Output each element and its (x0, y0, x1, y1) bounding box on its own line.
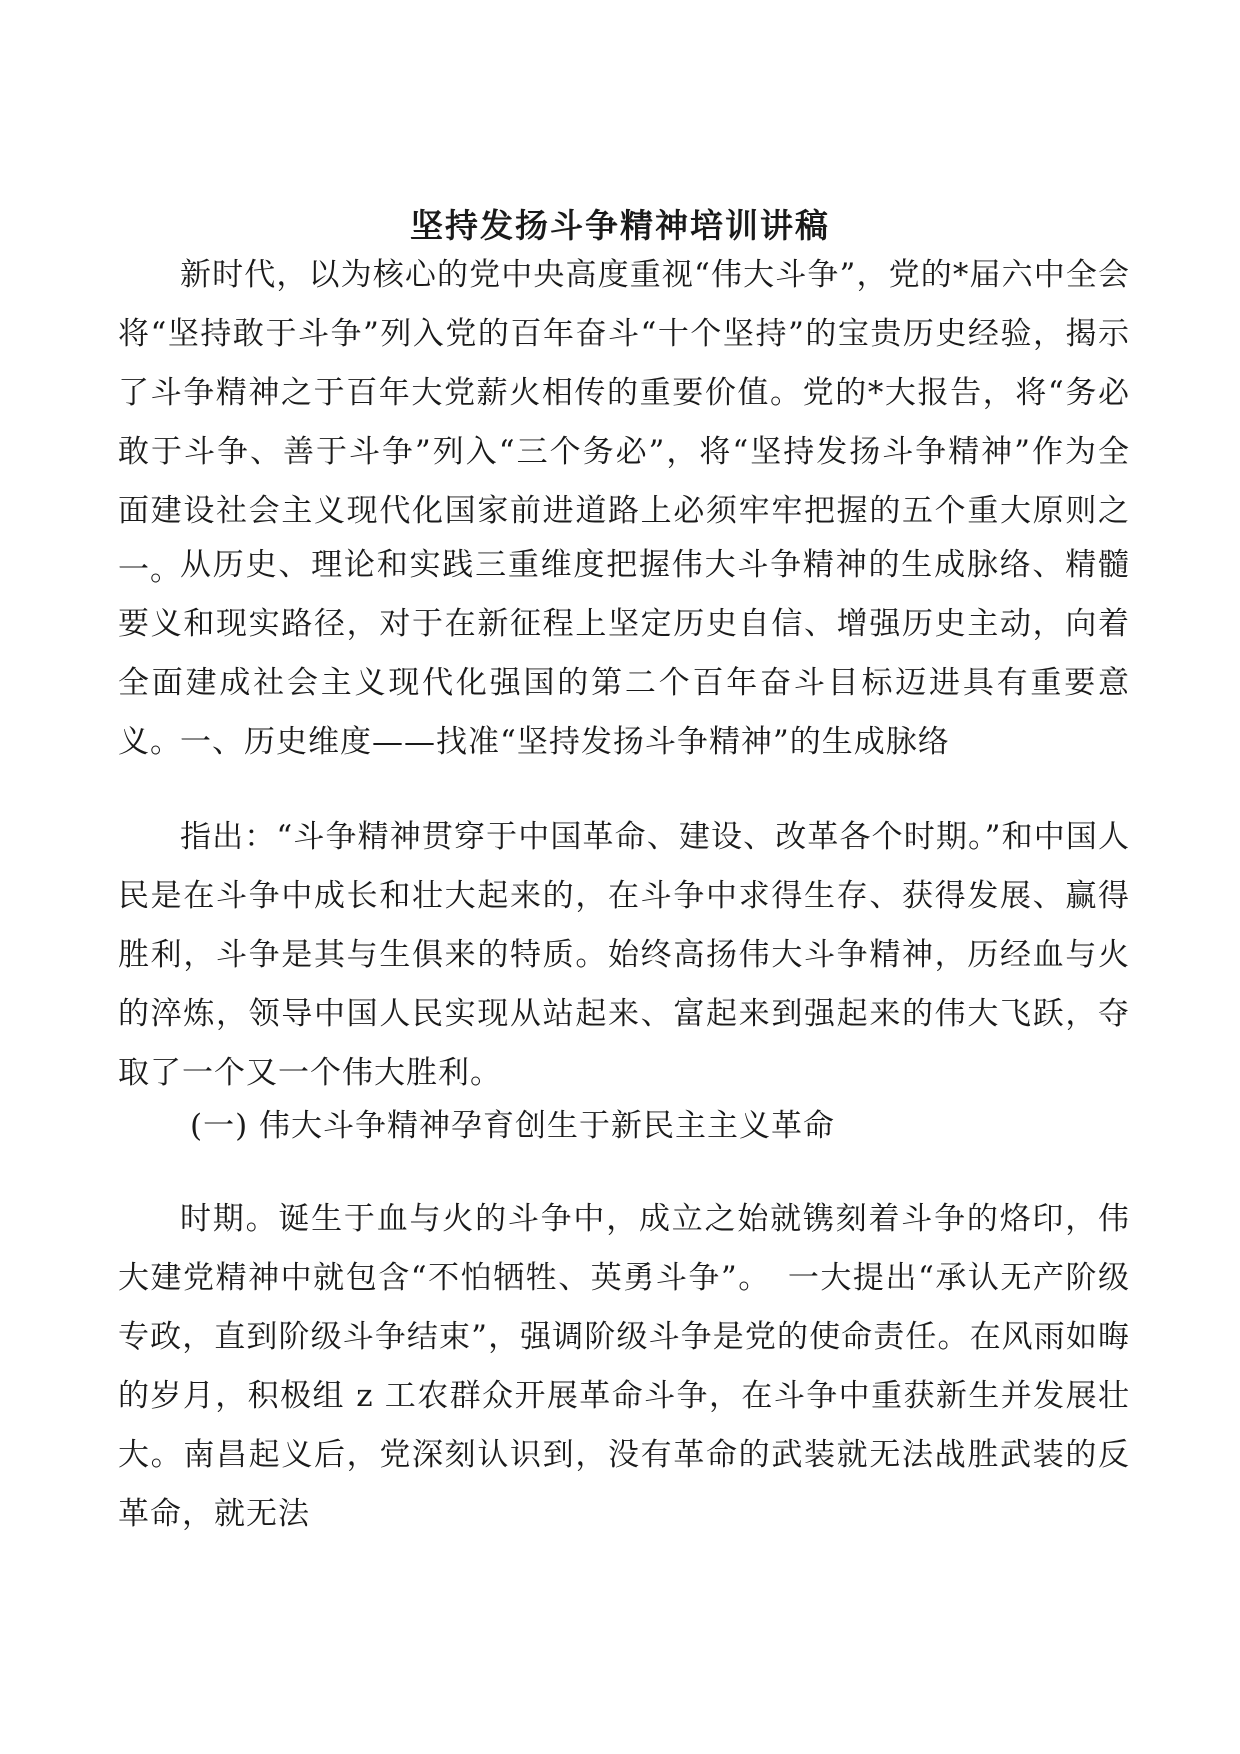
paragraph-revolution-period: 时期。诞生于血与火的斗争中，成立之始就镌刻着斗争的烙印，伟大建党精神中就包含“不怕牺牲、英勇斗争”。 一大提出“承认无产阶级专政，直到阶级斗争结束”，强调阶级斗争是党的使命责任。在风雨如晦的岁月，积极组 z 工农群众开展革命斗争，在斗争中重获新生并发展壮大。南昌起义后，党深刻认识到，没有革命的武装就无法战胜武装的反革命，就无法 (118, 1201, 1130, 1532)
paragraph-significance: 从历史、理论和实践三重维度把握伟大斗争精神的生成脉络、精髓要义和现实路径，对于在新征程上坚定历史自信、增强历史主动，向着全面建成社会主义现代化强国的第二个百年奋斗目标迈进具有重要意义。 (118, 547, 1130, 760)
section-heading-history: 一、历史维度——找准“坚持发扬斗争精神”的生成脉络 (180, 724, 950, 760)
document-title: 坚持发扬斗争精神培训讲稿 (410, 206, 830, 246)
paragraph-intro: 新时代，以为核心的党中央高度重视“伟大斗争”，党的*届六中全会将“坚持敢于斗争”列入党的百年奋斗“十个坚持”的宝贵历史经验，揭示了斗争精神之于百年大党薪火相传的重要价值。党的*大报告，将“务必敢于斗争、善于斗争”列入“三个务必”，将“坚持发扬斗争精神”作为全面建设社会主义现代化国家前进道路上必须牢牢把握的五个重大原则之一。 (118, 257, 1130, 588)
subsection-heading-1: (一) 伟大斗争精神孕育创生于新民主主义革命 (190, 1108, 836, 1144)
paragraph-history: 指出：“斗争精神贯穿于中国革命、建设、改革各个时期。”和中国人民是在斗争中成长和壮大起来的，在斗争中求得生存、获得发展、赢得胜利，斗争是其与生俱来的特质。始终高扬伟大斗争精神，历经血与火的淬炼，领导中国人民实现从站起来、富起来到强起来的伟大飞跃，夺取了一个又一个伟大胜利。 (118, 819, 1130, 1091)
